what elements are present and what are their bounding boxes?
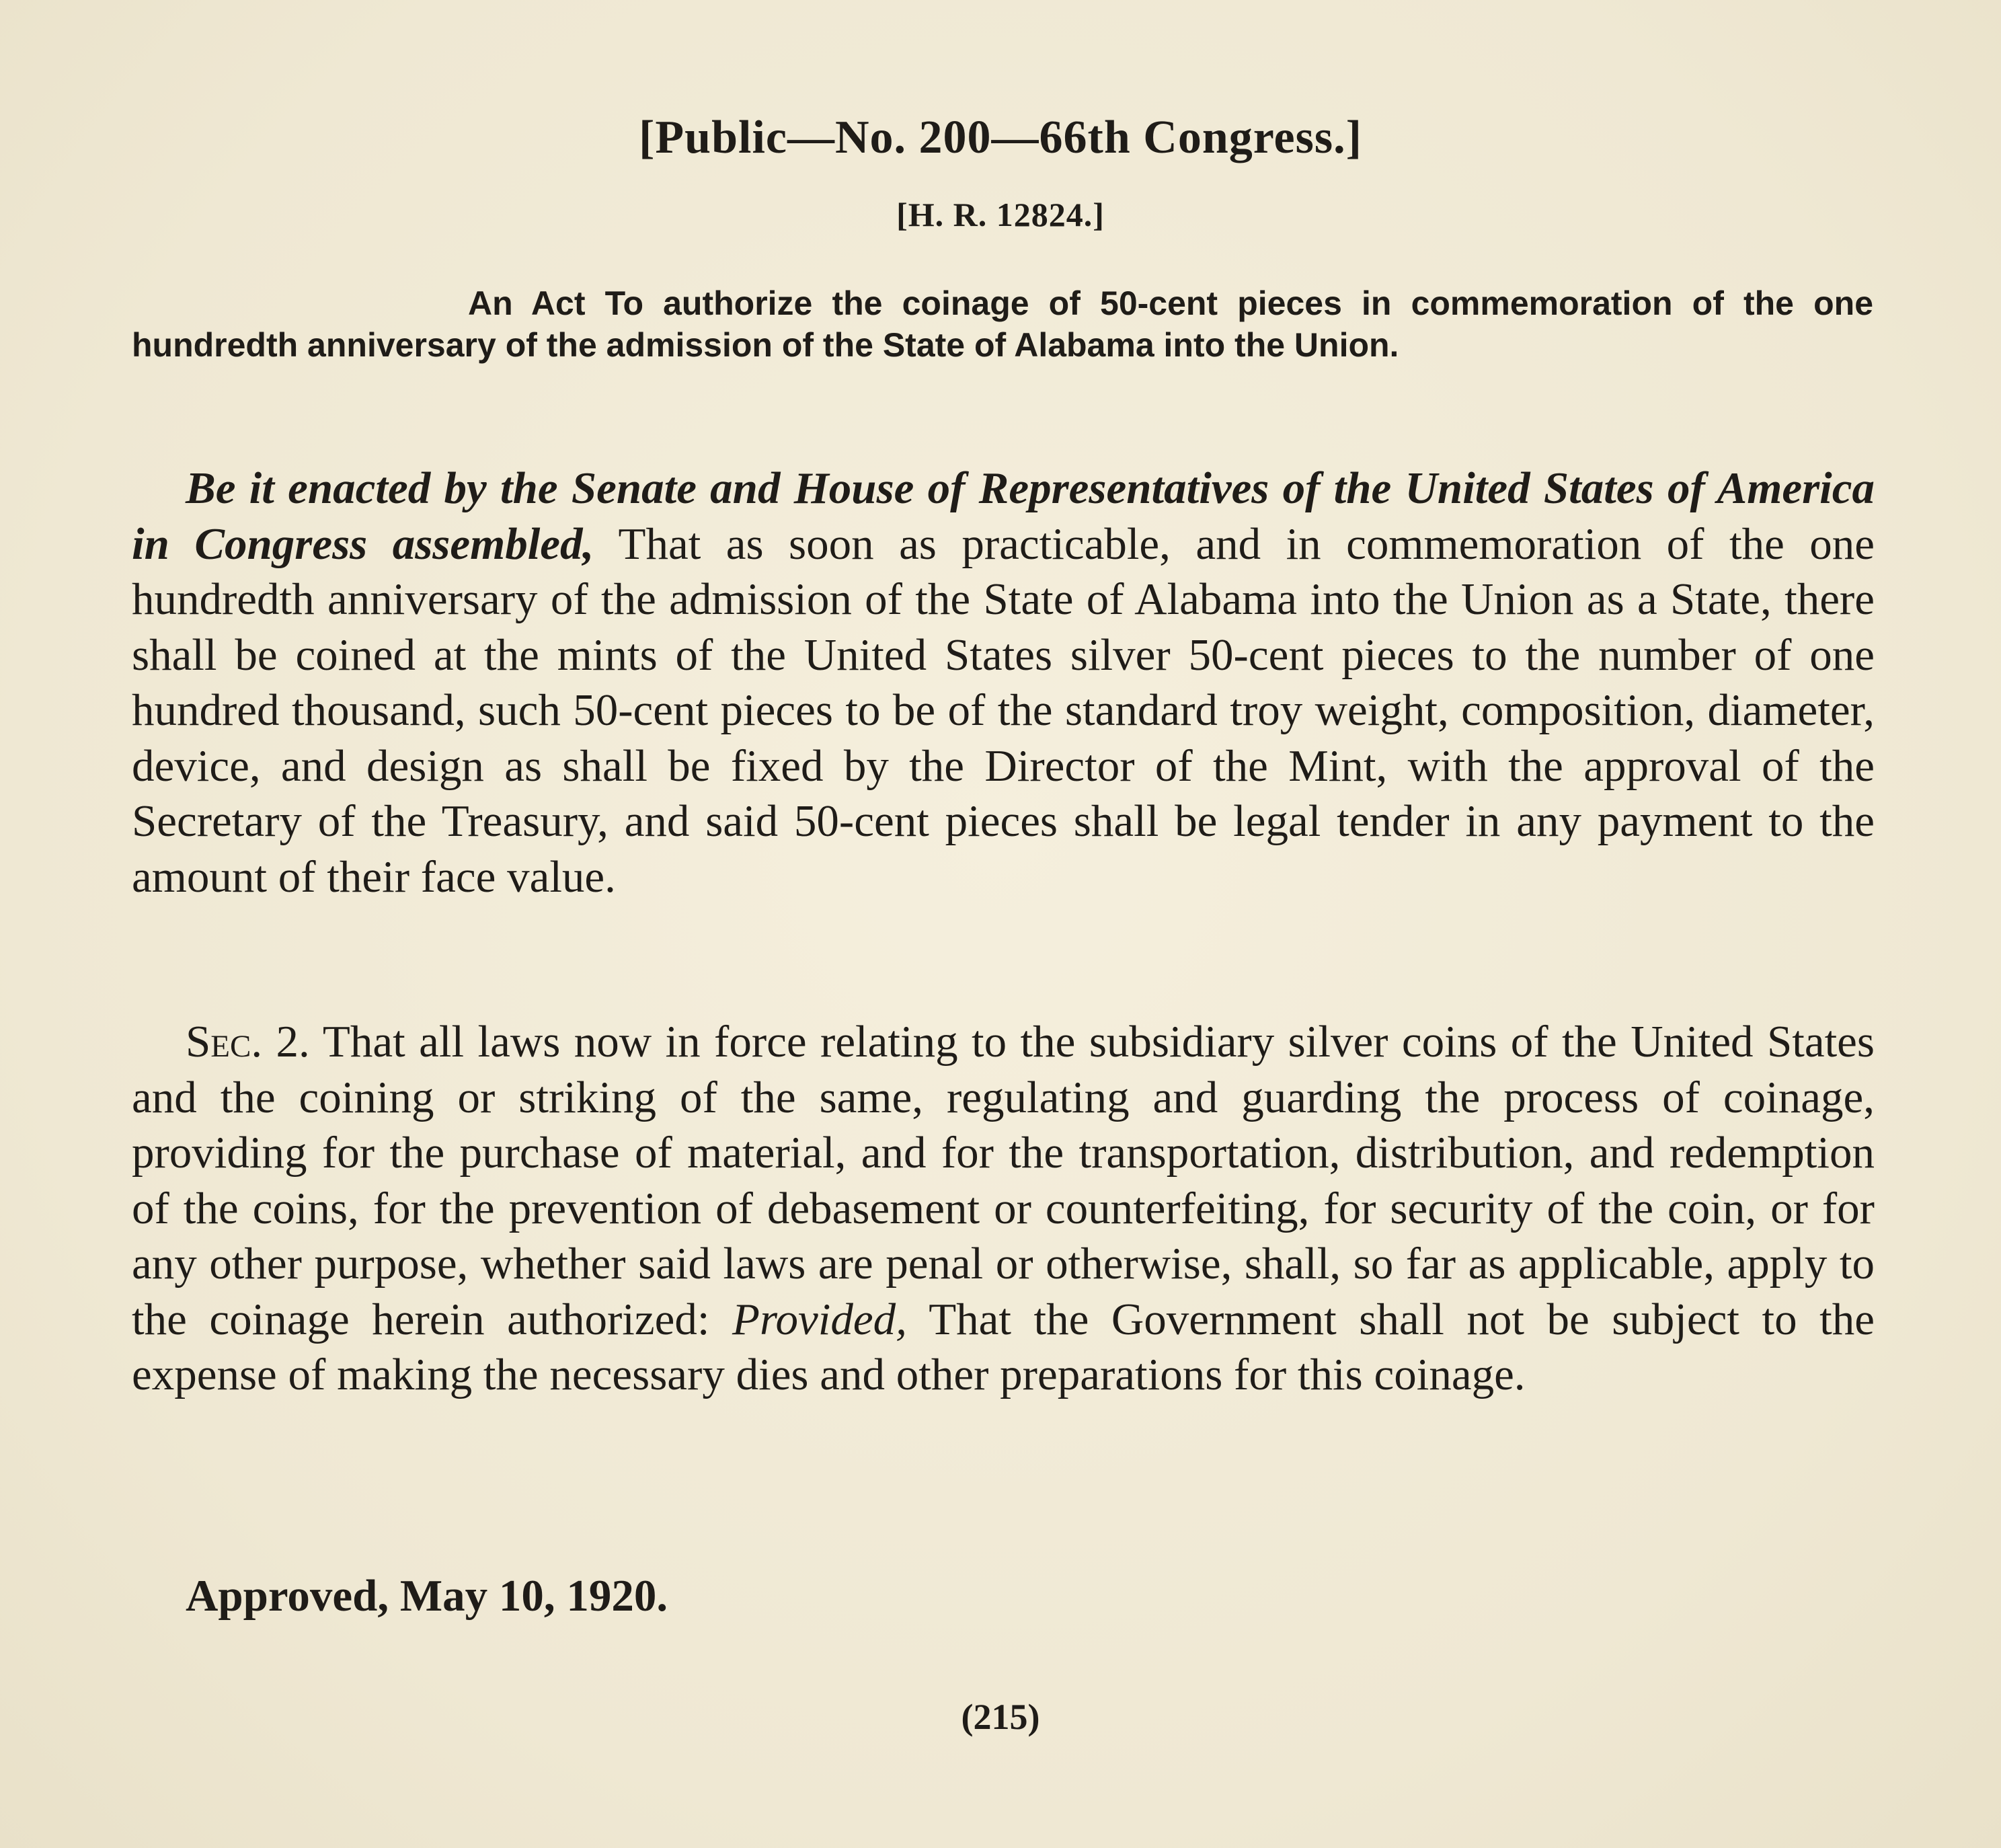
section-1 — [132, 461, 1875, 904]
enacting-clause: Be it enacted by the Senate and House of Representatives of the United States of America in Congress assembled, — [132, 463, 1875, 569]
section-2-label: Sec. 2. — [186, 1017, 310, 1067]
act-title: An Act To authorize the coinage of 50-cent pieces in commemoration of the one hundredth anniversary of the admission of the State of Alabama into the Union. — [132, 284, 1873, 364]
proviso-label: Provided, — [732, 1294, 907, 1344]
approval-date: Approved, May 10, 1920. — [186, 1571, 668, 1621]
bill-number: [H. R. 12824.] — [896, 196, 1105, 233]
proviso-text: That the Government shall not be subject to the expense of making the necessary dies and other preparations for this coinage. — [132, 1294, 1875, 1399]
section-2 — [132, 1014, 1875, 1403]
section-1-text: That as soon as practicable, and in commemoration of the one hundredth anniversary of the admission of the State of Alabama into the Union as a State, there shall be coined at the mints of the United States silver 50-cent pieces to the number of one hundred thousand, such 50-cent pieces to be of the standard troy weight, composition, diameter, device, and design as shall be fixed by the Director of the Mint, with the approval of the Secretary of the Treasury, and said 50-cent pieces shall be legal tender in any payment to the amount of their face value. — [132, 518, 1875, 902]
page-number: (215) — [961, 1697, 1040, 1737]
section-2-text: That all laws now in force relating to the subsidiary silver coins of the United States and the coining or striking of the same, regulating and guarding the process of coinage, providing for the purchase of material, and for the transportation, distribution, and redemption of the coins, for the prevention of debasement or counterfeiting, for security of the coin, or for any other purpose, whether said laws are penal or otherwise, shall, so far as applicable, apply to the coinage herein authorized: — [132, 1017, 1875, 1344]
law-heading: [Public—No. 200—66th Congress.] — [639, 112, 1362, 163]
